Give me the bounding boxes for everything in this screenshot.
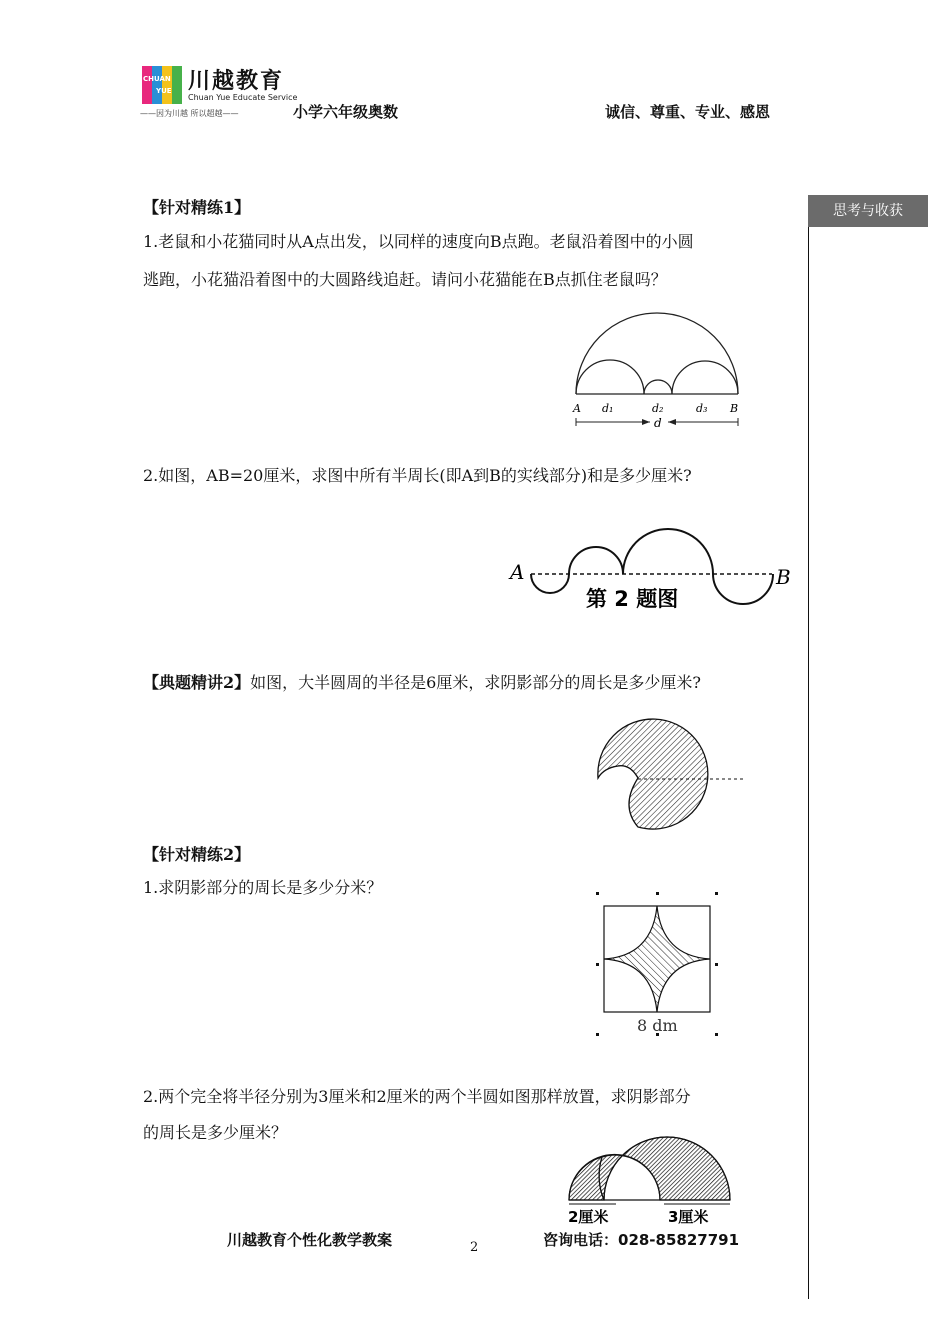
section3-q1: 1.求阴影部分的周长是多少分米？: [143, 878, 383, 897]
logo-badge: [142, 66, 182, 104]
fig2-label-b: B: [776, 565, 791, 589]
logo-subtitle: Chuan Yue Educate Service: [188, 93, 298, 102]
logo-slogan: ——因为川越 所以超越——: [140, 109, 239, 118]
logo-badge-top: CHUAN: [143, 75, 171, 83]
figure-two-semicircles: [560, 1130, 740, 1230]
motto: 诚信、尊重、专业、感恩: [605, 103, 771, 121]
page-number: 2: [470, 1240, 479, 1255]
section2-heading: 【典题精讲2】: [143, 673, 251, 692]
footer-left: 川越教育个性化教学教案: [227, 1231, 393, 1249]
figure-square-star: [594, 890, 726, 1040]
section2-text: 如图，大半圆周的半径是6厘米，求阴影部分的周长是多少厘米?: [250, 673, 701, 692]
fig2-caption: 第 2 题图: [586, 587, 679, 611]
figure-wave: [506, 518, 798, 618]
figure-shaded-semicircle: [590, 718, 750, 834]
fig1-label-a: A: [573, 402, 581, 415]
section3-q2-line2: 的周长是多少厘米？: [143, 1123, 288, 1142]
fig1-label-d1: d₁: [602, 402, 614, 415]
fig2-label-a: A: [510, 560, 525, 584]
fig5-label-right: 3厘米: [668, 1208, 709, 1226]
fig1-label-d3: d₃: [696, 402, 708, 415]
fig5-label-left: 2厘米: [568, 1208, 609, 1226]
fig1-label-d: d: [654, 416, 662, 430]
logo-badge-bottom: YUE: [156, 87, 172, 95]
section1-q1-line1: 1.老鼠和小花猫同时从A点出发，以同样的速度向B点跑。老鼠沿着图中的小圆: [143, 232, 694, 251]
section2-line: [143, 666, 701, 700]
section1-q2: 2.如图，AB=20厘米，求图中所有半周长(即A到B的实线部分)和是多少厘米?: [143, 466, 692, 485]
section3-q2-line1: 2.两个完全将半径分别为3厘米和2厘米的两个半圆如图那样放置，求阴影部分: [143, 1087, 691, 1106]
logo: [140, 64, 300, 124]
figure-semicircles: [568, 312, 746, 434]
logo-title: 川越教育: [188, 68, 285, 94]
fig4-label: 8 dm: [637, 1016, 678, 1035]
section1-heading: 【针对精练1】: [143, 198, 251, 217]
sidebar-tab: 思考与收获: [808, 195, 928, 227]
grade-subject: 小学六年级奥数: [293, 103, 399, 121]
section3-heading: 【针对精练2】: [143, 845, 251, 864]
fig1-label-d2: d₂: [652, 402, 664, 415]
fig1-label-b: B: [730, 402, 739, 415]
sidebar-divider: [808, 227, 809, 1299]
footer-right: 咨询电话：028-85827791: [543, 1231, 740, 1249]
section1-q1-line2: 逃跑，小花猫沿着图中的大圆路线追赶。请问小花猫能在B点抓住老鼠吗？: [143, 270, 667, 289]
